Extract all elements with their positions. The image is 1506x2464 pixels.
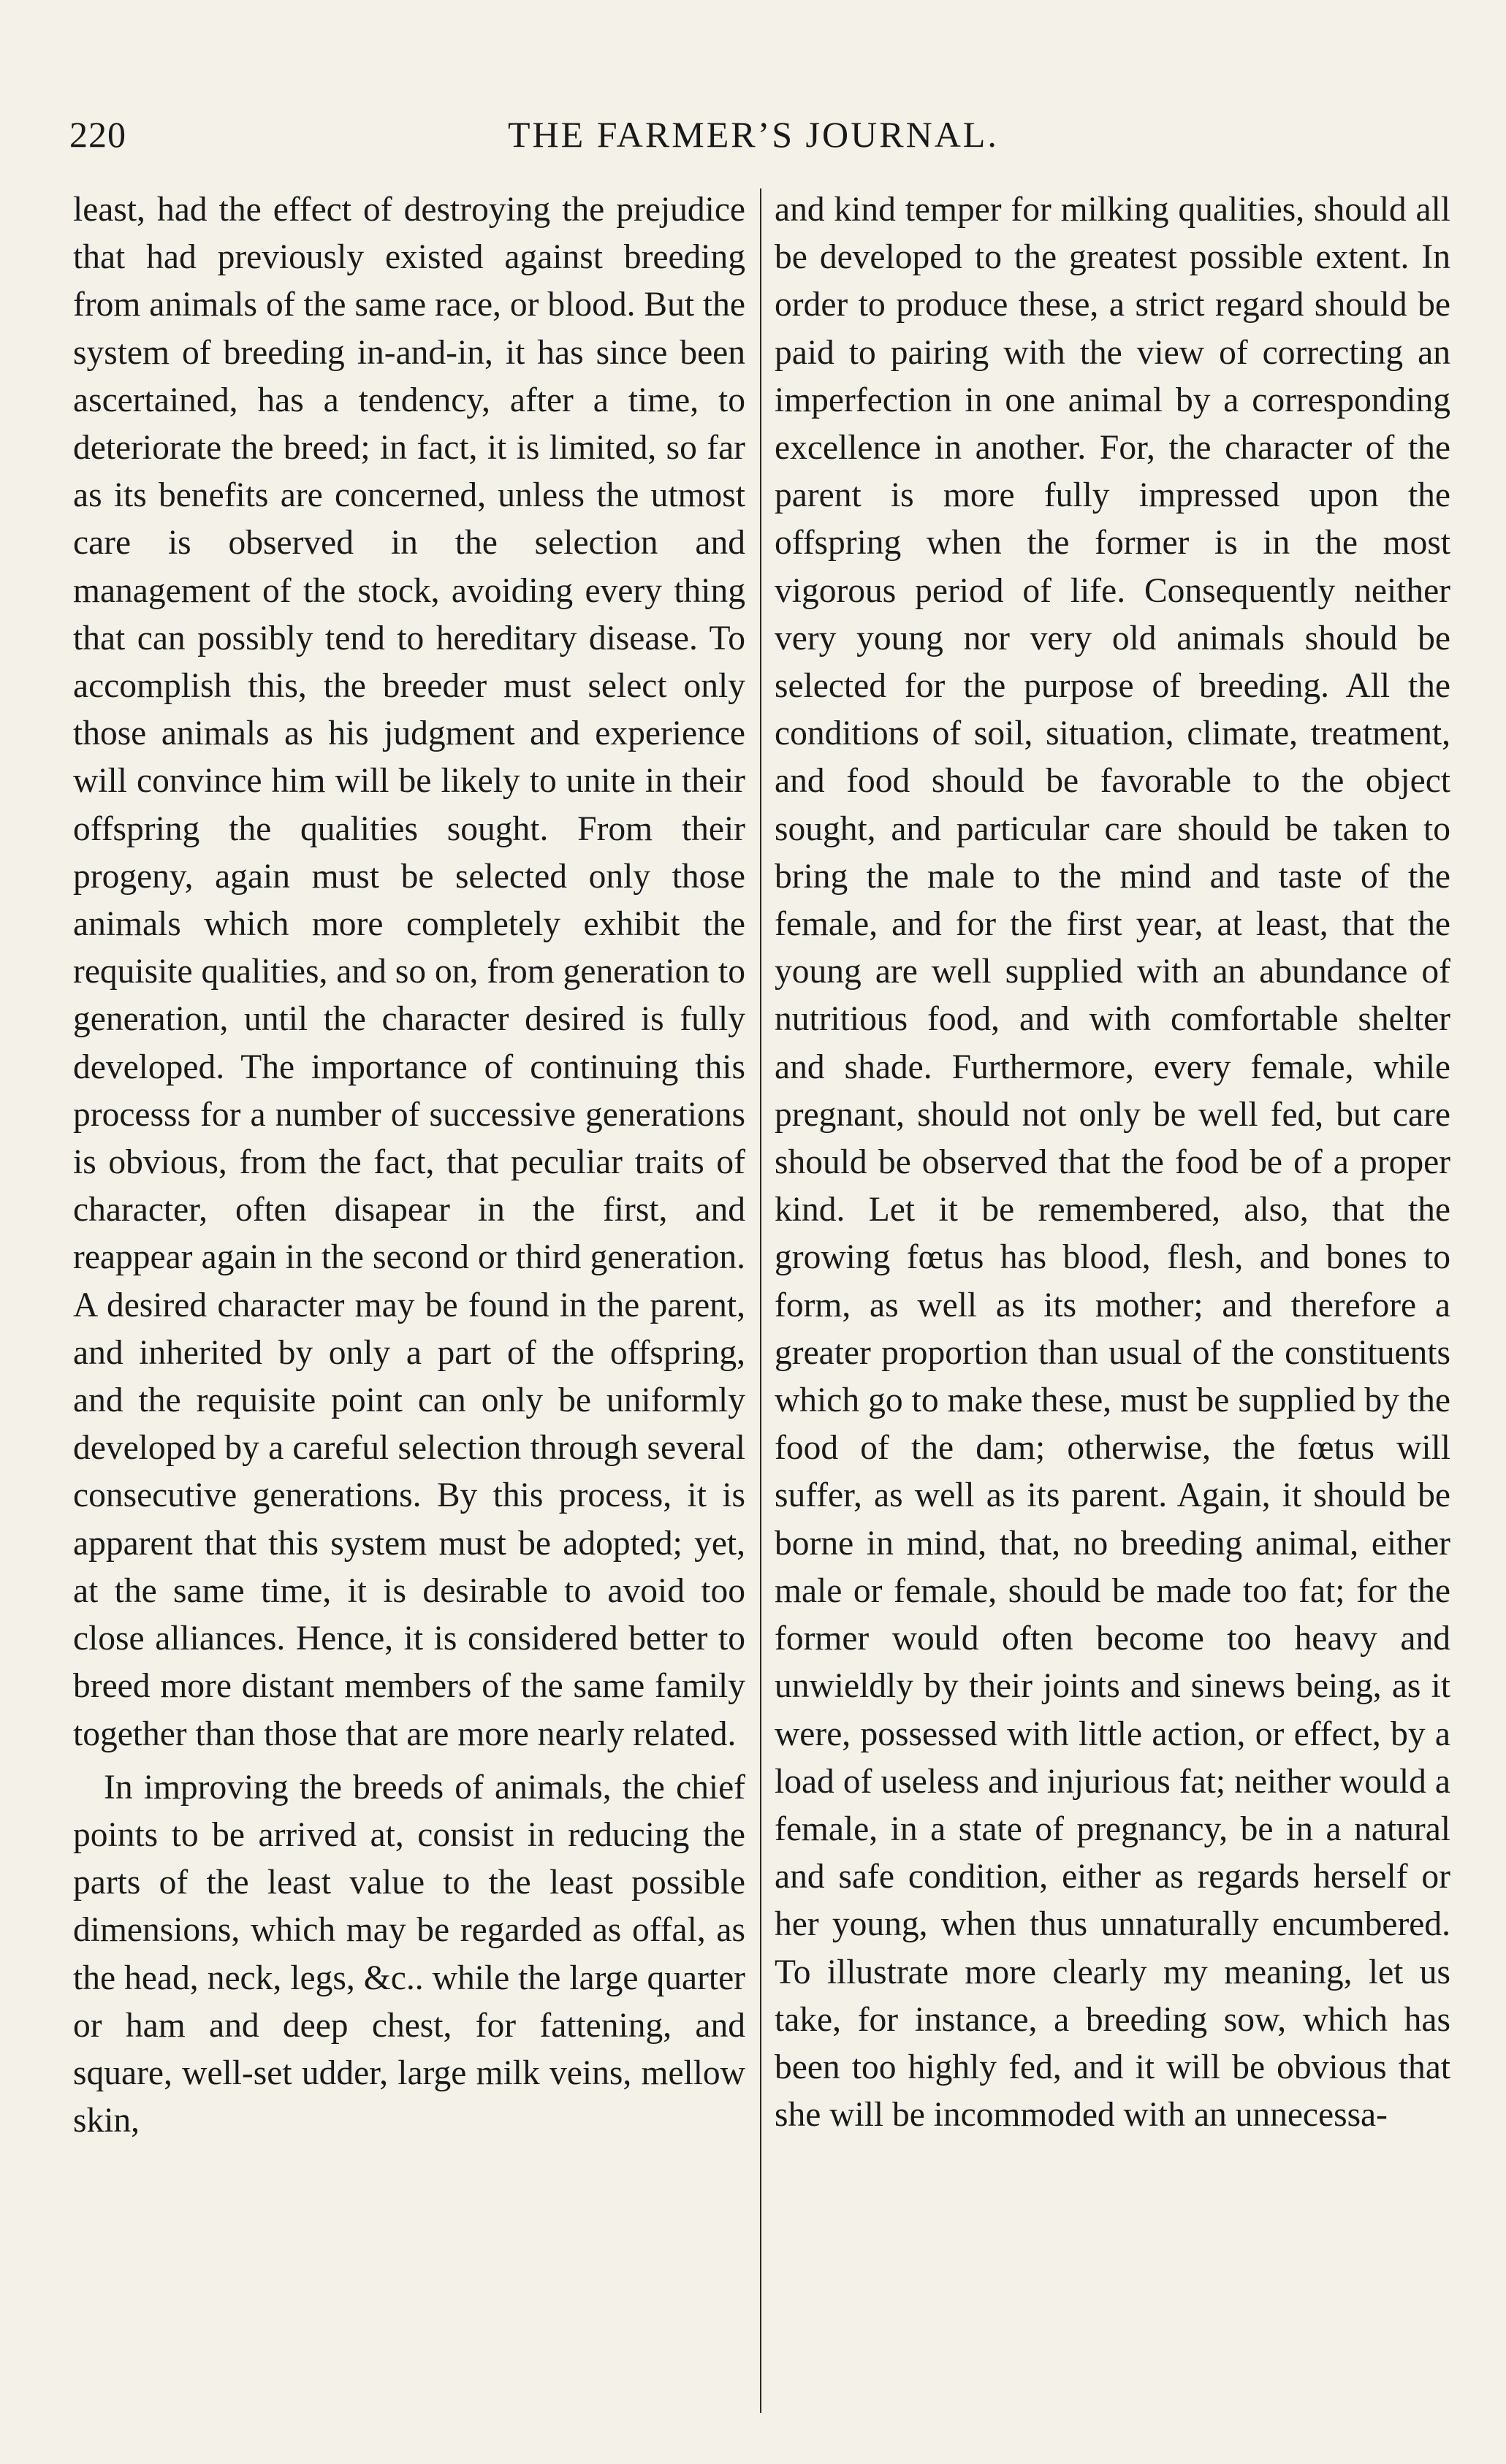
page-number: 220 <box>69 114 126 155</box>
journal-title: THE FARMER’S JOURNAL. <box>508 114 999 155</box>
left-paragraph-1: least, had the effect of destroying the prejudice that had previously existed against breeding from animals of the same race, or blood. But the system of breeding in-and-in, it has since been ascertained, has a tendency, after a time, to deteriorate the breed; in fact, it is limited, so far as its benefits are concerned, unless the utmost care is observed in the selection and management of the stock, avoiding every thing that can possibly tend to hereditary disease. To accomplish this, the breeder must select only those animals as his judgment and experience will convince him will be likely to unite in their offspring the qualities sought. From their progeny, again must be selected only those animals which more completely exhibit the requisite qualities, and so on, from generation to generation, until the character desired is fully developed. The importance of continuing this processs for a number of successive generations is obvious, from the fact, that peculiar traits of character, often disapear in the first, and reappear again in the second or third generation. A desired character may be found in the parent, and inherited by only a part of the offspring, and the requisite point can only be uniformly developed by a careful selection through several consecutive generations. By this process, it is apparent that this system must be adopted; yet, at the same time, it is desirable to avoid too close alliances. Hence, it is considered better to breed more distant members of the same family together than those that are more nearly related. <box>73 191 745 1753</box>
right-column <box>775 186 1450 2139</box>
page-header <box>69 113 1480 172</box>
left-paragraph-2: In improving the breeds of animals, the chief points to be arrived at, consist in reducing the parts of the least value to the least possible dimensions, which may be regarded as offal, as the head, neck, legs, &c.. while the large quarter or ham and deep chest, for fattening, and square, well-set udder, large milk veins, mellow skin, <box>73 1768 745 2140</box>
column-divider <box>760 188 761 2413</box>
right-paragraph-1: and kind temper for milking qualities, should all be developed to the greatest possible extent. In order to produce these, a strict regard should be paid to pairing with the view of correcting an imperfection in one animal by a corresponding excellence in another. For, the character of the parent is more fully impressed upon the offspring when the former is in the most vigorous period of life. Consequently neither very young nor very old animals should be selected for the purpose of breeding. All the conditions of soil, situation, climate, treatment, and food should be favorable to the object sought, and particular care should be taken to bring the male to the mind and taste of the female, and for the first year, at least, that the young are well supplied with an abundance of nutritious food, and with comfortable shelter and shade. Furthermore, every female, while pregnant, should not only be well fed, but care should be observed that the food be of a proper kind. Let it be remembered, also, that the growing fœtus has blood, flesh, and bones to form, as well as its mother; and therefore a greater proportion than usual of the constituents which go to make these, must be supplied by the food of the dam; otherwise, the fœtus will suffer, as well as its parent. Again, it should be borne in mind, that, no breeding animal, either male or female, should be made too fat; for the former would often become too heavy and unwieldly by their joints and sinews being, as it were, possessed with little action, or effect, by a load of useless and injurious fat; neither would a female, in a state of pregnancy, be in a natural and safe condition, either as regards herself or her young, when thus unnaturally encumbered. To illustrate more clearly my meaning, let us take, for instance, a breeding sow, which has been too highly fed, and it will be obvious that she will be incommoded with an unnecessa- <box>775 191 1450 2135</box>
left-column <box>73 186 745 2145</box>
